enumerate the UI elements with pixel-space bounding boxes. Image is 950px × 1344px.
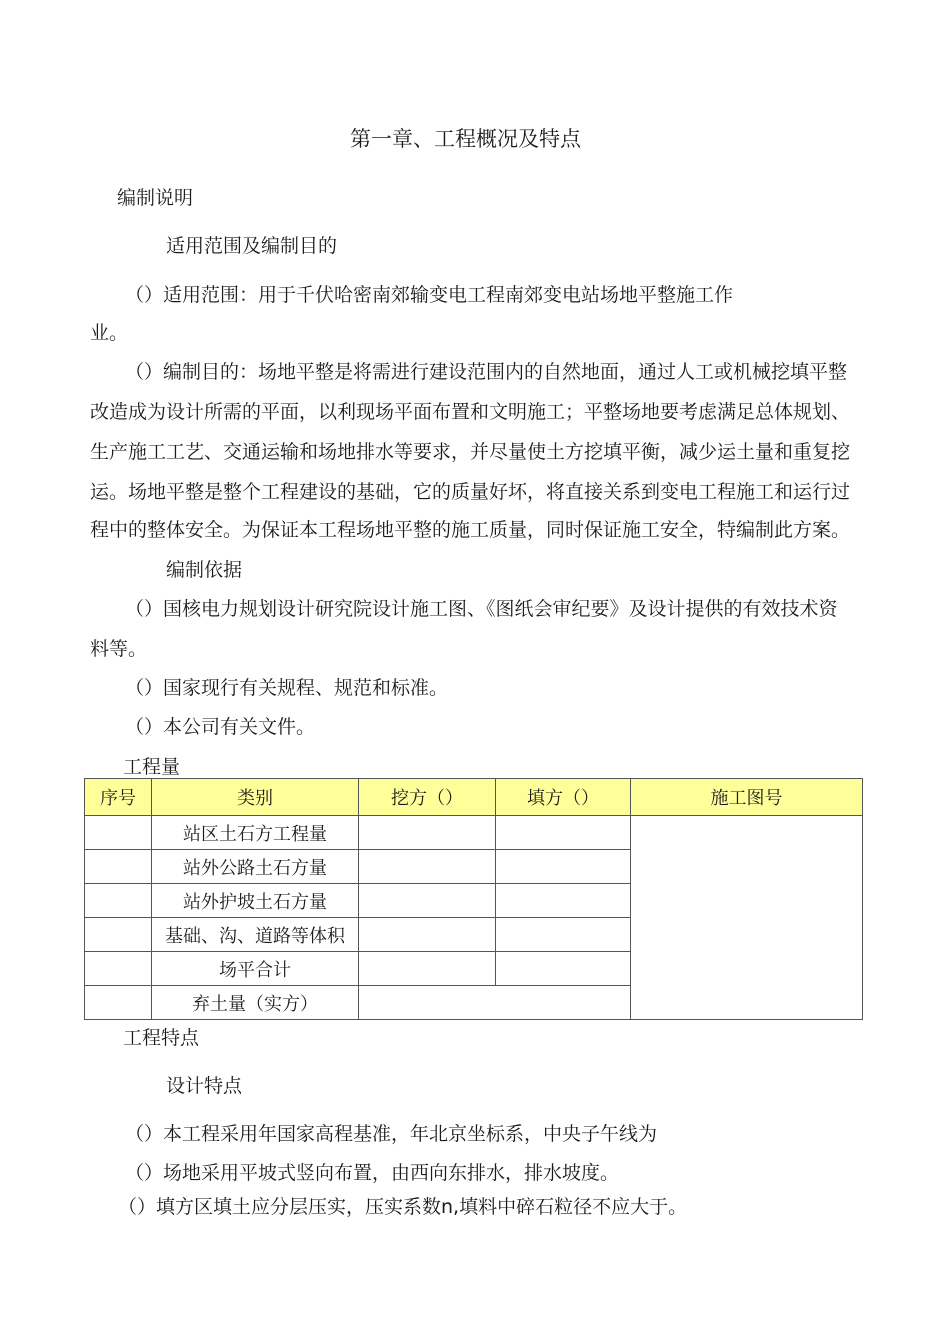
cell-category: 场平合计 [152,952,359,986]
cell-no [85,850,152,884]
cell-cut [359,850,496,884]
chapter-title: 第一章、工程概况及特点 [350,127,581,151]
header-cell-drawing: 施工图号 [631,779,863,816]
basis-line: （）本公司有关文件。 [125,716,316,738]
cell-category: 基础、沟、道路等体积 [152,918,359,952]
cell-fill [496,918,631,952]
cell-fill [496,952,631,986]
cell-no [85,952,152,986]
feature-line: （）本工程采用年国家高程基准，年北京坐标系，中央子午线为 [125,1123,658,1145]
cell-category: 站外公路土石方量 [152,850,359,884]
cell-category: 站区土石方工程量 [152,816,359,850]
table-header-row [85,779,863,816]
feature-line: （）场地采用平坡式竖向布置，由西向东排水，排水坡度。 [125,1162,620,1184]
subheading-design-features: 设计特点 [166,1075,243,1097]
cell-value [359,986,631,1020]
cell-cut [359,918,496,952]
scope-paragraph-line: （）适用范围：用于千伏哈密南郊输变电工程南郊变电站场地平整施工作 [125,284,734,306]
cell-fill [496,816,631,850]
purpose-paragraph-line: 改造成为设计所需的平面，以利现场平面布置和文明施工；平整场地要考虑满足总体规划、 [90,401,851,423]
purpose-paragraph-line: 程中的整体安全。为保证本工程场地平整的施工质量，同时保证施工安全，特编制此方案。 [90,519,851,541]
table-row [85,816,863,850]
cell-category: 站外护坡土石方量 [152,884,359,918]
cell-no [85,884,152,918]
section-heading-quantity: 工程量 [123,756,181,778]
header-cell-fill: 填方（） [496,779,631,816]
section-heading-features: 工程特点 [123,1027,200,1049]
subheading-basis: 编制依据 [166,559,243,581]
cell-no [85,918,152,952]
basis-line: （）国家现行有关规程、规范和标准。 [125,677,449,699]
section-heading-compile: 编制说明 [117,187,194,209]
cell-no [85,986,152,1020]
cell-drawing-no [631,816,863,1020]
cell-fill [496,884,631,918]
purpose-paragraph-line: （）编制目的：场地平整是将需进行建设范围内的自然地面，通过人工或机械挖填平整 [125,361,848,383]
purpose-paragraph-line: 运。场地平整是整个工程建设的基础，它的质量好坏，将直接关系到变电工程施工和运行过 [90,481,851,503]
header-cell-cut: 挖方（） [359,779,496,816]
header-cell-no: 序号 [85,779,152,816]
cell-cut [359,884,496,918]
cell-no [85,816,152,850]
scope-paragraph-line: 业。 [90,322,129,344]
purpose-paragraph-line: 生产施工工艺、交通运输和场地排水等要求，并尽量使土方挖填平衡，减少运土量和重复挖 [90,441,851,463]
basis-line: （）国核电力规划设计研究院设计施工图、《图纸会审纪要》及设计提供的有效技术资 [125,598,838,620]
cell-fill [496,850,631,884]
cell-cut [359,952,496,986]
basis-line: 料等。 [90,638,148,660]
header-cell-category: 类别 [152,779,359,816]
quantity-table [84,778,863,1020]
cell-cut [359,816,496,850]
feature-line: （）填方区填土应分层压实，压实系数n,填料中碎石粒径不应大于。 [118,1196,688,1218]
cell-category: 弃土量（实方） [152,986,359,1020]
subheading-scope-purpose: 适用范围及编制目的 [166,235,338,257]
